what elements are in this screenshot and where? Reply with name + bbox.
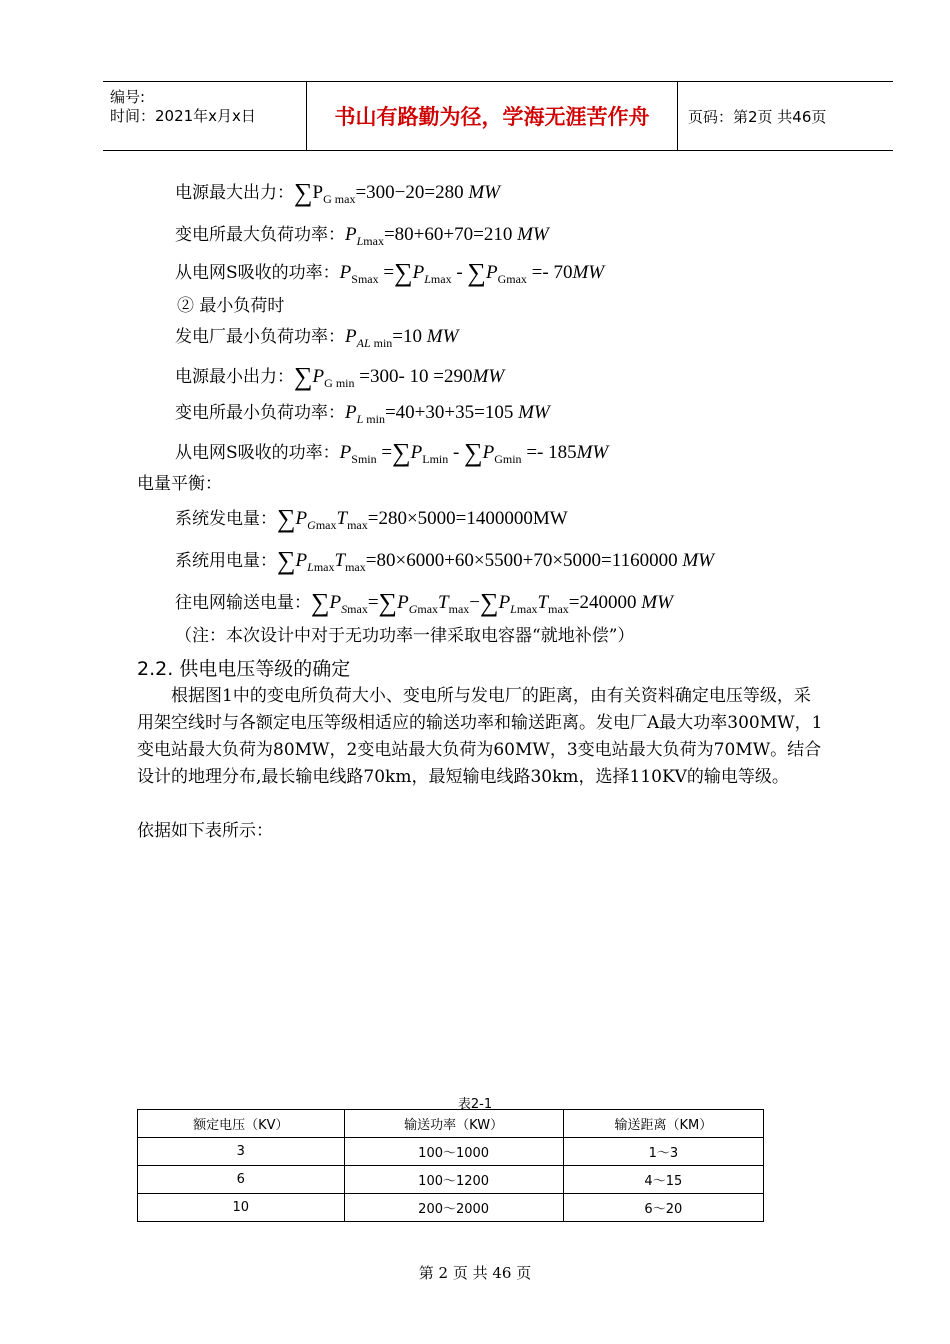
formula: $\sum P_{Gmax}T_{max}=280\times 5000=1400000MW$ [277,504,568,533]
formula-line [175,588,673,620]
subheading: 电量平衡： [137,474,222,494]
paragraph: 依据如下表所示： [137,821,273,841]
page-header [103,81,893,151]
formula-label: 电源最小出力： [175,367,294,387]
number-label: 编号: [110,88,146,106]
formula-line [175,178,501,210]
formula-label: 从电网S吸收的功率： [175,443,340,463]
formula-label: 往电网输送电量： [175,593,311,613]
table-row [138,1194,764,1222]
list-item: ② 最小负荷时 [177,296,285,316]
formula-line [175,362,505,394]
formula: $\sum P_{Lmax}T_{max}=80\times 6000+60\times 5500+70\times 5000=1160000$ MW [277,546,714,575]
formula-label: 系统发电量： [175,509,277,529]
formula-line [175,326,458,354]
formula-label: 系统用电量： [175,551,277,571]
table-cell: 4～15 [563,1166,763,1194]
formula-line [175,402,550,430]
column-header: 输送功率（KW） [344,1110,563,1138]
table-row [138,1166,764,1194]
table-cell: 100～1000 [344,1138,563,1166]
column-header: 额定电压（KV） [138,1110,345,1138]
table-caption: 表2-1 [457,1097,493,1112]
table-cell: 3 [138,1138,345,1166]
formula-line [175,438,609,470]
formula: $P_{Smax} =\sum P_{Lmax} - \sum P_{Gmax} =- 70MW$ [339,258,605,287]
table-cell: 6 [138,1166,345,1194]
table-cell: 10 [138,1194,345,1222]
table-cell: 100～1200 [344,1166,563,1194]
time-label: 时间：2021年x月x日 [110,107,256,125]
column-header: 输送距离（KM） [563,1110,763,1138]
formula: $P_{AL min}=10$ MW [345,326,459,350]
table-cell: 200～2000 [344,1194,563,1222]
formula-line [175,504,568,536]
formula: $P_{Smin} =\sum P_{Lmin} - \sum P_{Gmin} =- 185MW$ [339,438,609,467]
formula-label: 电源最大出力： [175,183,294,203]
section-heading: 2.2. 供电电压等级的确定 [137,658,351,680]
formula: $\sum P_{G min} =300-$ 10 =290MW [294,362,505,391]
formula-label: 从电网S吸收的功率： [175,263,340,283]
formula: $P_{L min}=40+30+35=105$ MW [345,402,550,426]
table-cell: 1～3 [563,1138,763,1166]
formula-line [175,224,549,252]
formula-label: 变电所最小负荷功率： [175,403,345,423]
table-cell: 6～20 [563,1194,763,1222]
table-header-row [138,1110,764,1138]
table-row [138,1138,764,1166]
formula-label: 发电厂最小负荷功率： [175,327,345,347]
formula-line [175,258,605,290]
header-page-info: 页码：第2页 共46页 [688,107,827,126]
formula-label: 变电所最大负荷功率： [175,225,345,245]
formula: $\sum P_{Smax}=\sum P_{Gmax}T_{max}-\sum P_{Lmax}T_{max}=240000$ MW [311,588,673,617]
formula-line [175,546,714,578]
page-footer: 第 2 页 共 46 页 [418,1264,532,1282]
formula: $\sum P_{G max}=300-20=280$ MW [294,178,501,207]
voltage-table [137,1109,764,1222]
header-meta [103,82,307,150]
formula: $P_{Lmax}=80+60+70=210$ MW [345,224,549,248]
note: （注：本次设计中对于无功功率一律采取电容器“就地补偿”） [175,626,635,646]
header-motto: 书山有路勤为径，学海无涯苦作舟 [307,82,678,150]
paragraph: 根据图1中的变电所负荷大小、变电所与发电厂的距离，由有关资料确定电压等级，采用架空线时与各额定电压等级相适应的输送功率和输送距离。发电厂A最大功率300MW，1变电站最大负荷为80MW，2变电站最大负荷为60MW，3变电站最大负荷为70MW。结合设计的地理分布,最长输电线路70km，最短输电线路30km，选择110KV的输电等级。 [137,686,823,787]
